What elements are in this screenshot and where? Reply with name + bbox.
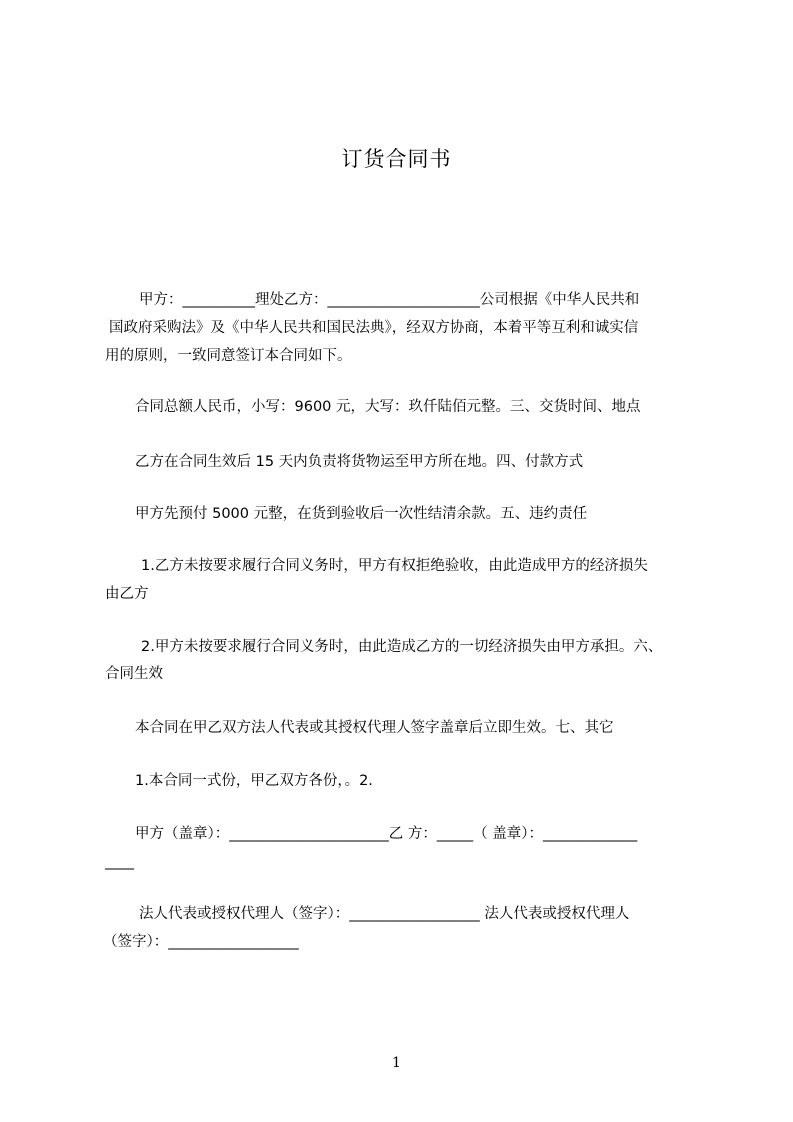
payment-line: 甲方先预付 5000 元整，在货到验收后一次性结清余款。五、违约责任 — [135, 506, 588, 522]
intro-line-1: 甲方：__________理处乙方：_____________________公司根据《中华人民共和 — [139, 292, 640, 308]
seal-line-1: 甲方（盖章）：______________________乙 方：_____（ 盖章）：_____________ — [135, 826, 638, 842]
breach-clause-1-line-1: 1.乙方未按要求履行合同义务时，甲方有权拒绝验收，由此造成甲方的经济损失 — [141, 558, 648, 574]
intro-line-3: 用的原则，一致同意签订本合同如下。 — [105, 348, 352, 364]
page-number: 1 — [392, 1055, 401, 1071]
intro-line-2: 国政府采购法》及《中华人民共和国民法典》，经双方协商，本着平等互利和诚实信 — [109, 320, 639, 336]
document-title: 订货合同书 — [341, 147, 452, 171]
breach-clause-1-line-2: 由乙方 — [105, 586, 149, 602]
delivery-line: 乙方在合同生效后 15 天内负责将货物运至甲方所在地。四、付款方式 — [135, 454, 584, 470]
seal-line-2: ____ — [105, 854, 134, 870]
signature-line-1: 法人代表或授权代理人（签字）：__________________ 法人代表或授权代理人 — [139, 906, 630, 922]
contract-amount-line: 合同总额人民币，小写：9600 元，大写：玖仟陆佰元整。三、交货时间、地点 — [135, 399, 641, 415]
breach-clause-2-line-2: 合同生效 — [105, 666, 163, 682]
signature-line-2: （签字）：__________________ — [103, 934, 299, 950]
effect-line: 本合同在甲乙双方法人代表或其授权代理人签字盖章后立即生效。七、其它 — [135, 720, 614, 736]
other-clause-line: 1.本合同一式份，甲乙双方各份，。2. — [135, 773, 373, 789]
breach-clause-2-line-1: 2.甲方未按要求履行合同义务时，由此造成乙方的一切经济损失由甲方承担。六、 — [141, 639, 663, 655]
